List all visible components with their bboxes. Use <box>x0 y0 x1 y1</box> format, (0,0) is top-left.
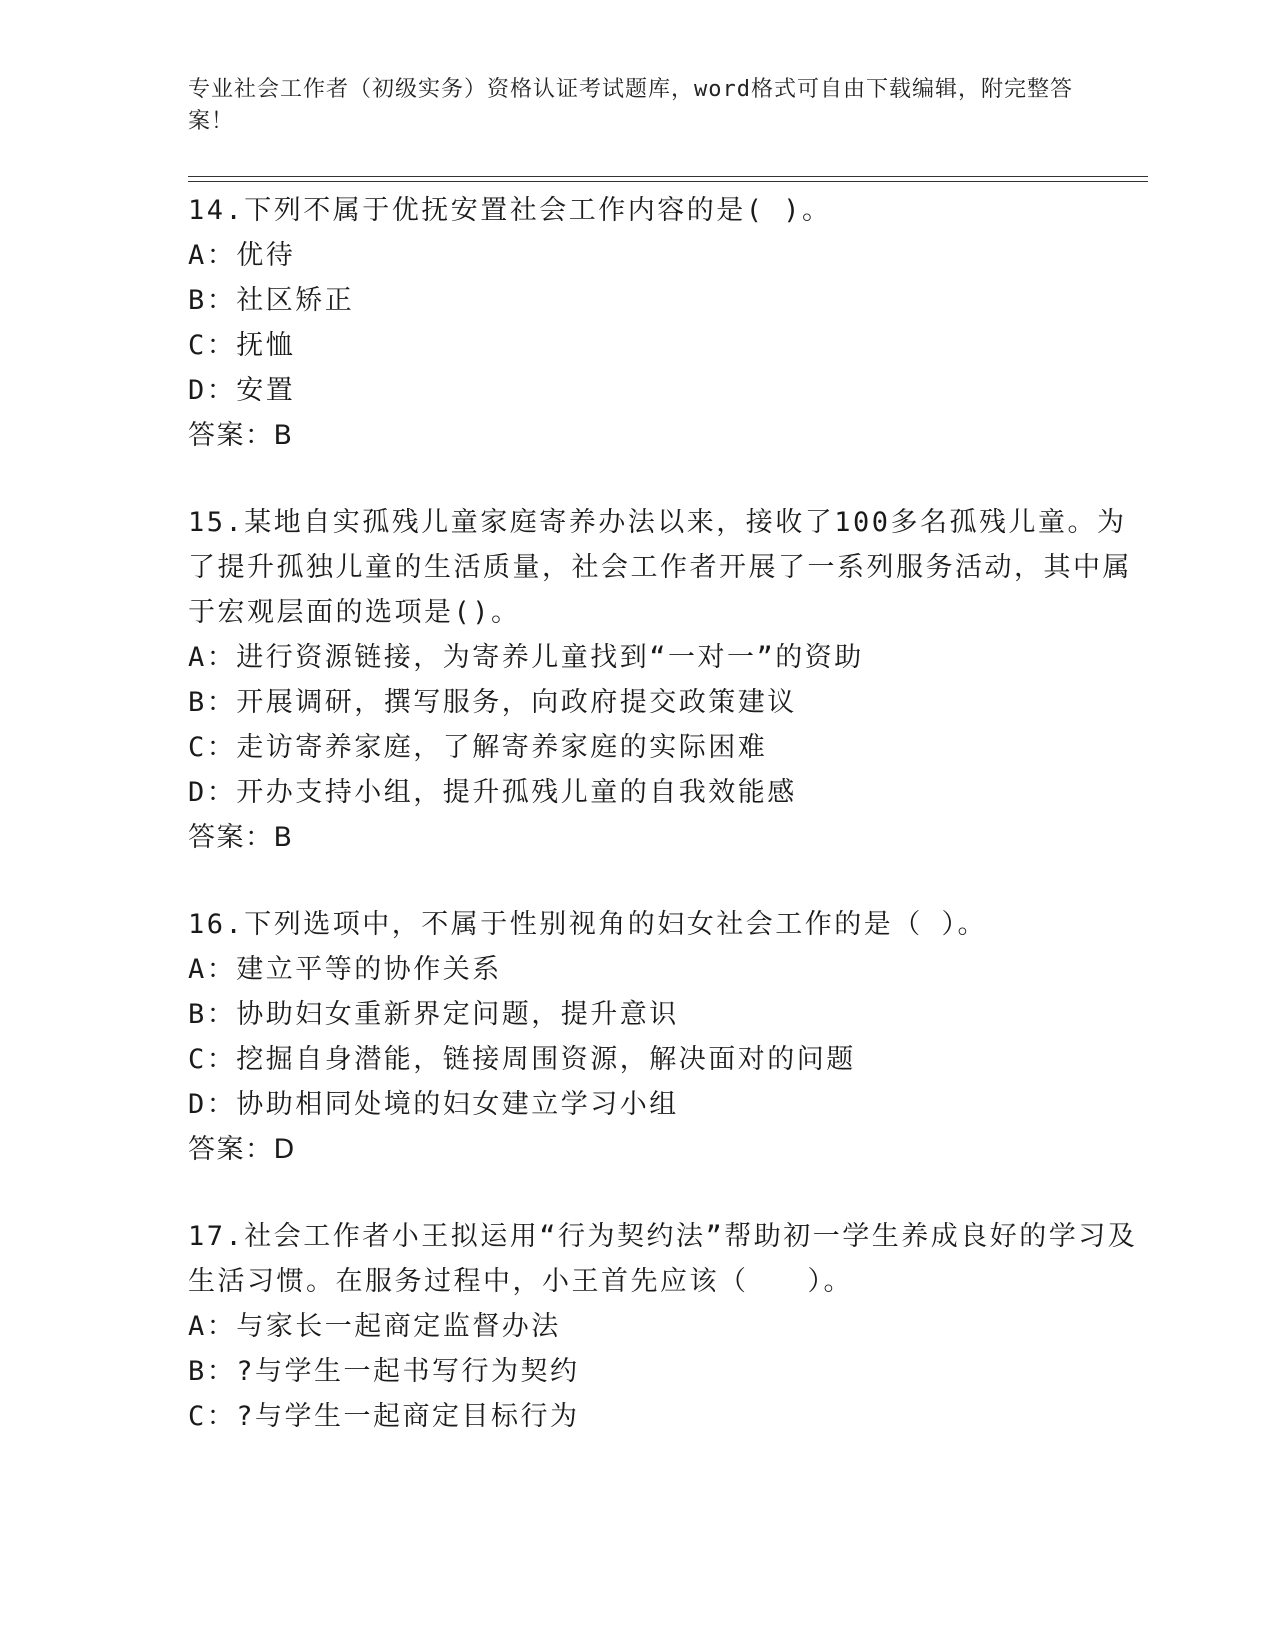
option-d: D：协助相同处境的妇女建立学习小组 <box>188 1089 679 1120</box>
question-15 <box>188 500 1148 860</box>
header-rule-bottom <box>188 181 1148 182</box>
option-b: B：开展调研，撰写服务，向政府提交政策建议 <box>188 687 797 718</box>
answer-line: 答案：D <box>188 1134 296 1165</box>
option-c: C：挖掘自身潜能，链接周围资源，解决面对的问题 <box>188 1044 856 1075</box>
page-header: 专业社会工作者（初级实务）资格认证考试题库，word格式可自由下载编辑，附完整答案！ <box>188 77 1073 134</box>
option-a: A：优待 <box>188 240 296 271</box>
option-d: D：安置 <box>188 375 296 406</box>
header-rule-top <box>188 176 1148 177</box>
option-a: A：建立平等的协作关系 <box>188 954 502 985</box>
option-c: C：走访寄养家庭，了解寄养家庭的实际困难 <box>188 732 768 763</box>
question-text: 14.下列不属于优抚安置社会工作内容的是( )。 <box>188 195 832 226</box>
option-d: D：开办支持小组，提升孤残儿童的自我效能感 <box>188 777 797 808</box>
answer-line: 答案：B <box>188 420 294 451</box>
option-c: C：?与学生一起商定目标行为 <box>188 1401 580 1432</box>
option-b: B：协助妇女重新界定问题，提升意识 <box>188 999 679 1030</box>
question-14 <box>188 188 1148 458</box>
question-list <box>188 188 1148 1481</box>
option-b: B：社区矫正 <box>188 285 355 316</box>
question-text: 16.下列选项中，不属于性别视角的妇女社会工作的是（ ）。 <box>188 909 988 940</box>
answer-line: 答案：B <box>188 822 294 853</box>
option-a: A：进行资源链接，为寄养儿童找到“一对一”的资助 <box>188 642 864 673</box>
option-a: A：与家长一起商定监督办法 <box>188 1311 561 1342</box>
option-b: B：?与学生一起书写行为契约 <box>188 1356 580 1387</box>
question-text: 15.某地自实孤残儿童家庭寄养办法以来，接收了100多名孤残儿童。为了提升孤独儿童的生活质量，社会工作者开展了一系列服务活动，其中属于宏观层面的选项是()。 <box>188 507 1132 628</box>
question-17 <box>188 1214 1148 1439</box>
question-text: 17.社会工作者小王拟运用“行为契约法”帮助初一学生养成良好的学习及生活习惯。在服务过程中，小王首先应该（ ）。 <box>188 1221 1138 1297</box>
question-16 <box>188 902 1148 1172</box>
option-c: C：抚恤 <box>188 330 296 361</box>
